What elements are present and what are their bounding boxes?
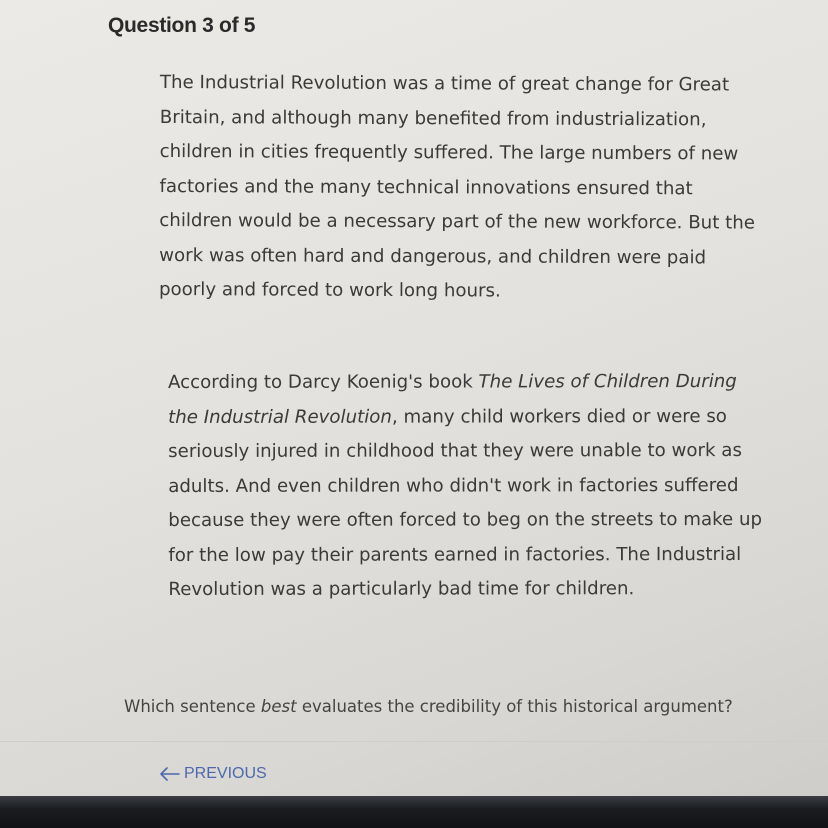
paragraph-2-intro: According to Darcy Koenig's book — [168, 371, 479, 393]
reading-passage — [158, 66, 763, 600]
paragraph-2-body: , many child workers died or were so seriously injured in childhood that they were unable to work as adults. And even children who didn't work in factories suffered because they were often forced to beg on the streets to make up for the low pay their parents earned in factories. The Industrial Revolution was a particularly bad time for children. — [168, 405, 763, 600]
passage-paragraph-2 — [168, 365, 768, 608]
previous-button[interactable] — [160, 765, 267, 783]
book-title: The Lives of Children During the Industrial Revolution — [168, 371, 737, 428]
footer-divider — [0, 741, 828, 742]
monitor-bezel — [0, 796, 828, 828]
previous-label: PREVIOUS — [184, 765, 267, 782]
prompt-end: evaluates the credibility of this historical argument? — [296, 697, 733, 716]
question-prompt — [124, 697, 733, 716]
passage-paragraph-1: The Industrial Revolution was a time of great change for Great Britain, and although many benefited from industrialization, children in cities frequently suffered. The large numbers of new factories and the many technical innovations ensured that children would be a necessary part of the new workforce. But the work was often hard and dangerous, and children were paid poorly and forced to work long hours. — [158, 71, 756, 302]
prompt-emphasis: best — [260, 697, 297, 716]
prompt-start: Which sentence — [124, 697, 261, 716]
arrow-left-icon — [160, 767, 180, 781]
question-counter: Question 3 of 5 — [108, 14, 256, 37]
